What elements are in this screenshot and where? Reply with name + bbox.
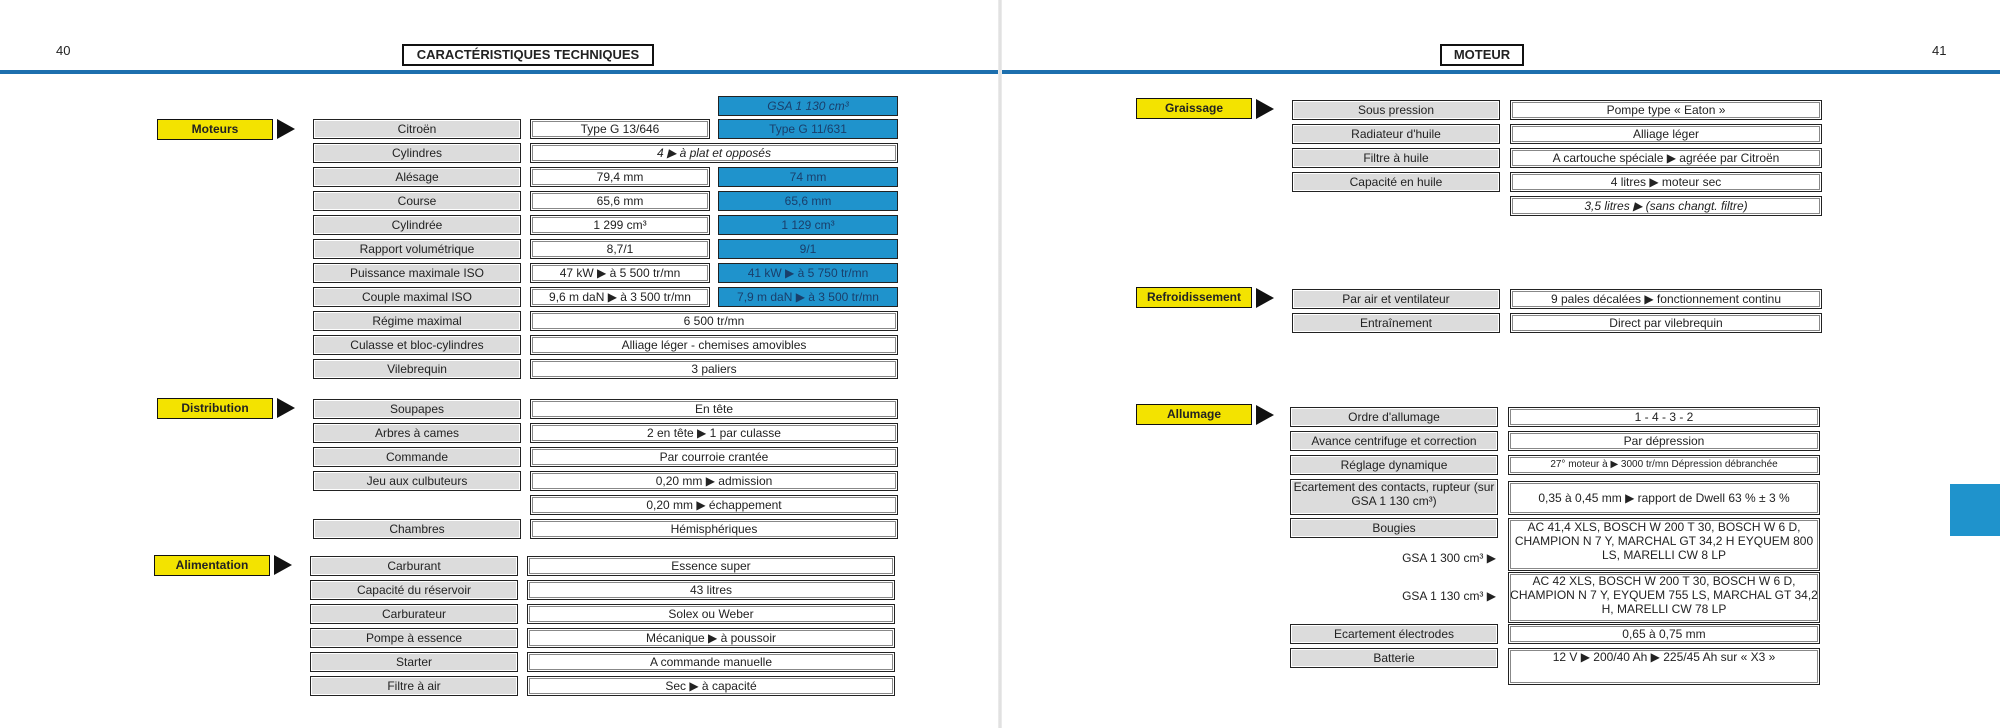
moteurs-value-full: 6 500 tr/mn (530, 311, 898, 331)
distribution-value: 2 en tête ▶ 1 par culasse (530, 423, 898, 443)
moteurs-value-1300: 8,7/1 (530, 239, 710, 259)
left-page-title: CARACTÉRISTIQUES TECHNIQUES (402, 44, 654, 66)
refroidissement-value: Direct par vilebrequin (1510, 313, 1822, 333)
allumage-label: Batterie (1290, 648, 1498, 668)
distribution-value: 0,20 mm ▶ échappement (530, 495, 898, 515)
refroidissement-label: Entraînement (1292, 313, 1500, 333)
section-moteurs: Moteurs (157, 119, 273, 140)
right-page-number: 41 (1932, 43, 1947, 58)
alimentation-label: Starter (310, 652, 518, 672)
allumage-label: GSA 1 130 cm³ ▶ (1402, 589, 1496, 603)
alimentation-value: A commande manuelle (527, 652, 895, 672)
page-gutter (998, 0, 1002, 728)
graissage-label: Filtre à huile (1292, 148, 1500, 168)
allumage-value: 1 - 4 - 3 - 2 (1508, 407, 1820, 427)
allumage-label: Avance centrifuge et correction (1290, 431, 1498, 451)
moteurs-label: Alésage (313, 167, 521, 187)
left-page-number: 40 (56, 43, 71, 58)
alimentation-label: Filtre à air (310, 676, 518, 696)
alimentation-label: Capacité du réservoir (310, 580, 518, 600)
section-distribution: Distribution (157, 398, 273, 419)
section-refroidissement: Refroidissement (1136, 287, 1252, 308)
right-header-rule (1002, 70, 2000, 74)
moteurs-label: Culasse et bloc-cylindres (313, 335, 521, 355)
moteurs-value-1130: 7,9 m daN ▶ à 3 500 tr/mn (718, 287, 898, 307)
graissage-label: Capacité en huile (1292, 172, 1500, 192)
distribution-label: Commande (313, 447, 521, 467)
moteurs-value-full: Alliage léger - chemises amovibles (530, 335, 898, 355)
moteurs-value-1130: 65,6 mm (718, 191, 898, 211)
moteurs-label: Cylindrée (313, 215, 521, 235)
refroidissement-label: Par air et ventilateur (1292, 289, 1500, 309)
graissage-value: 3,5 litres ▶ (sans changt. filtre) (1510, 196, 1822, 216)
allumage-value: 0,35 à 0,45 mm ▶ rapport de Dwell 63 % ± 3 % (1508, 481, 1820, 515)
moteurs-value-full: 3 paliers (530, 359, 898, 379)
moteurs-value-1130: 74 mm (718, 167, 898, 187)
moteurs-label: Régime maximal (313, 311, 521, 331)
moteurs-value-1130: 9/1 (718, 239, 898, 259)
distribution-arrow-icon (277, 398, 295, 418)
allumage-label: Réglage dynamique (1290, 455, 1498, 475)
allumage-value: 12 V ▶ 200/40 Ah ▶ 225/45 Ah sur « X3 » (1508, 648, 1820, 685)
section-allumage: Allumage (1136, 404, 1252, 425)
alimentation-value: Sec ▶ à capacité (527, 676, 895, 696)
moteurs-label: Couple maximal ISO (313, 287, 521, 307)
left-header-rule (0, 70, 998, 74)
refroidissement-arrow-icon (1256, 288, 1274, 308)
allumage-label: Bougies (1290, 518, 1498, 538)
allumage-value: Par dépression (1508, 431, 1820, 451)
allumage-value: 27° moteur à ▶ 3000 tr/mn Dépression débranchée (1508, 455, 1820, 475)
distribution-value: En tête (530, 399, 898, 419)
distribution-value: Par courroie crantée (530, 447, 898, 467)
moteurs-value-1300: 47 kW ▶ à 5 500 tr/mn (530, 263, 710, 283)
moteurs-arrow-icon (277, 119, 295, 139)
distribution-label: Chambres (313, 519, 521, 539)
allumage-arrow-icon (1256, 405, 1274, 425)
alimentation-label: Carburateur (310, 604, 518, 624)
right-page-title: MOTEUR (1440, 44, 1524, 66)
moteurs-value-1130: 41 kW ▶ à 5 750 tr/mn (718, 263, 898, 283)
moteurs-label: Puissance maximale ISO (313, 263, 521, 283)
gsa-1130-header: GSA 1 130 cm³ (718, 96, 898, 116)
allumage-label: Ordre d'allumage (1290, 407, 1498, 427)
moteurs-value-1300: 1 299 cm³ (530, 215, 710, 235)
moteurs-label: Rapport volumétrique (313, 239, 521, 259)
moteurs-value-1300: 79,4 mm (530, 167, 710, 187)
moteurs-value-1130: 1 129 cm³ (718, 215, 898, 235)
allumage-value: AC 41,4 XLS, BOSCH W 200 T 30, BOSCH W 6 D, CHAMPION N 7 Y, MARCHAL GT 34,2 H EYQUEM 800 LS, MARELLI CW 8 LP (1508, 518, 1820, 571)
moteurs-label: Cylindres (313, 143, 521, 163)
alimentation-value: 43 litres (527, 580, 895, 600)
moteurs-label: Citroën (313, 119, 521, 139)
distribution-label: Arbres à cames (313, 423, 521, 443)
alimentation-label: Carburant (310, 556, 518, 576)
section-graissage: Graissage (1136, 98, 1252, 119)
distribution-label: Soupapes (313, 399, 521, 419)
alimentation-value: Mécanique ▶ à poussoir (527, 628, 895, 648)
section-alimentation: Alimentation (154, 555, 270, 576)
moteurs-value-1300: 9,6 m daN ▶ à 3 500 tr/mn (530, 287, 710, 307)
moteurs-value-full: 4 ▶ à plat et opposés (530, 143, 898, 163)
allumage-value: 0,65 à 0,75 mm (1508, 624, 1820, 644)
allumage-value: AC 42 XLS, BOSCH W 200 T 30, BOSCH W 6 D, CHAMPION N 7 Y, EYQUEM 755 LS, MARCHAL GT 34,2 H, MARELLI CW 78 LP (1508, 572, 1820, 623)
graissage-value: A cartouche spéciale ▶ agréée par Citroën (1510, 148, 1822, 168)
graissage-value: Pompe type « Eaton » (1510, 100, 1822, 120)
distribution-value: Hémisphériques (530, 519, 898, 539)
alimentation-value: Essence super (527, 556, 895, 576)
graissage-label: Sous pression (1292, 100, 1500, 120)
refroidissement-value: 9 pales décalées ▶ fonctionnement continu (1510, 289, 1822, 309)
allumage-label: GSA 1 300 cm³ ▶ (1402, 551, 1496, 565)
alimentation-label: Pompe à essence (310, 628, 518, 648)
allumage-label: Ecartement des contacts, rupteur (sur GSA 1 130 cm³) (1290, 479, 1498, 515)
moteurs-value-1130: Type G 11/631 (718, 119, 898, 139)
graissage-arrow-icon (1256, 99, 1274, 119)
distribution-label: Jeu aux culbuteurs (313, 471, 521, 491)
moteurs-value-1300: Type G 13/646 (530, 119, 710, 139)
graissage-value: Alliage léger (1510, 124, 1822, 144)
alimentation-arrow-icon (274, 555, 292, 575)
alimentation-value: Solex ou Weber (527, 604, 895, 624)
blue-page-tab (1950, 484, 2000, 536)
moteurs-label: Vilebrequin (313, 359, 521, 379)
distribution-value: 0,20 mm ▶ admission (530, 471, 898, 491)
moteurs-value-1300: 65,6 mm (530, 191, 710, 211)
graissage-value: 4 litres ▶ moteur sec (1510, 172, 1822, 192)
graissage-label: Radiateur d'huile (1292, 124, 1500, 144)
allumage-label: Ecartement électrodes (1290, 624, 1498, 644)
moteurs-label: Course (313, 191, 521, 211)
